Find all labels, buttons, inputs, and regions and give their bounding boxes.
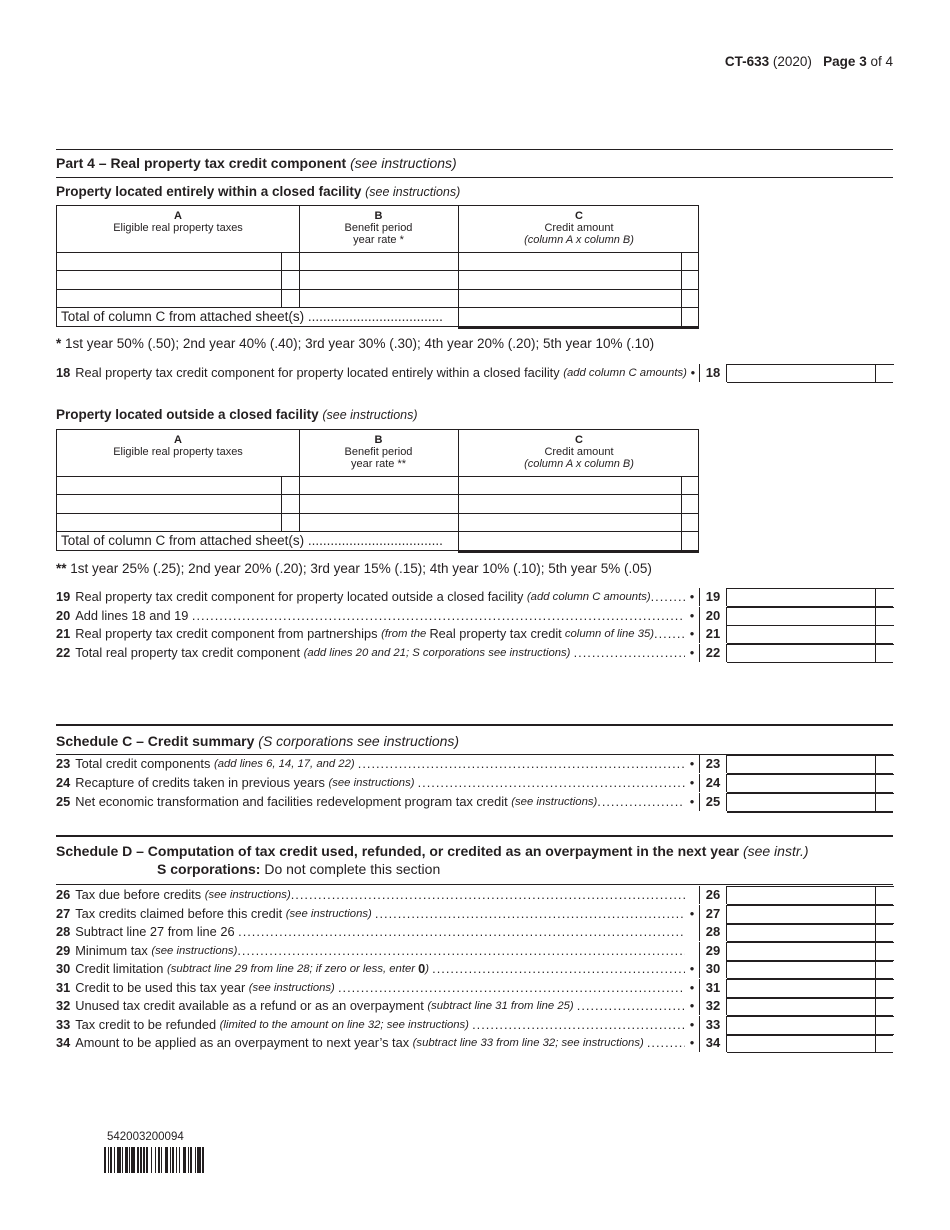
line-23-cents-input[interactable] bbox=[875, 755, 894, 774]
line-23 bbox=[56, 755, 893, 773]
line-text bbox=[56, 625, 699, 643]
column-header-text: Credit amount bbox=[544, 222, 614, 234]
line-label: 0 bbox=[418, 961, 426, 976]
column-header-a bbox=[57, 434, 299, 458]
line-number: 26 bbox=[56, 887, 71, 902]
column-c-cents-input[interactable] bbox=[681, 253, 699, 270]
line-number: 22 bbox=[56, 645, 71, 660]
column-c-input[interactable] bbox=[458, 514, 681, 531]
dot-leader bbox=[192, 607, 685, 625]
line-label: Real property tax credit bbox=[429, 626, 562, 641]
line-label: (see instructions) bbox=[248, 982, 338, 994]
column-header-text: A bbox=[174, 434, 182, 446]
column-a-cents-input[interactable] bbox=[281, 477, 299, 494]
line-label: Tax credit to be refunded bbox=[75, 1017, 220, 1032]
column-c-cents-input[interactable] bbox=[681, 514, 699, 531]
line-19-amount-input[interactable] bbox=[727, 588, 875, 607]
line-label: (see instructions) bbox=[328, 777, 418, 789]
line-31-cents-input[interactable] bbox=[875, 979, 894, 998]
line-26 bbox=[56, 886, 893, 904]
line-29 bbox=[56, 942, 893, 960]
line-33 bbox=[56, 1016, 893, 1034]
required-bullet-icon: ● bbox=[689, 1001, 695, 1010]
closed-footnote: * 1st year 50% (.50); 2nd year 40% (.40); 3rd year 30% (.30); 4th year 20% (.20); 5th year 10% (.10) bbox=[56, 336, 655, 351]
line-number: 23 bbox=[56, 756, 71, 771]
required-bullet-icon: ● bbox=[689, 964, 695, 973]
column-c-input[interactable] bbox=[458, 290, 681, 307]
line-label: (add column C amounts) bbox=[526, 591, 651, 603]
line-21-cents-input[interactable] bbox=[875, 625, 894, 644]
line-text bbox=[56, 942, 699, 960]
line-label: (subtract line 29 from line 28; if zero or less, enter bbox=[166, 963, 419, 975]
line-number-box: 18 bbox=[699, 364, 727, 382]
line-19-cents-input[interactable] bbox=[875, 588, 894, 607]
line-20 bbox=[56, 607, 893, 625]
line-32 bbox=[56, 997, 893, 1015]
line-label: (see instructions) bbox=[285, 908, 375, 920]
line-number-box: 30 bbox=[699, 960, 727, 978]
line-text bbox=[56, 979, 699, 997]
line-label: Total real property tax credit component bbox=[75, 645, 304, 660]
table-row-divider bbox=[458, 550, 699, 553]
page-total: of 4 bbox=[870, 54, 893, 69]
column-header-text: Eligible real property taxes bbox=[113, 446, 243, 458]
column-header-text: A bbox=[174, 210, 182, 222]
credit-table bbox=[56, 429, 699, 551]
line-text bbox=[56, 755, 699, 773]
line-label: ) bbox=[425, 963, 433, 975]
line-number-box: 31 bbox=[699, 979, 727, 997]
line-27-cents-input[interactable] bbox=[875, 905, 894, 924]
required-bullet-icon: ● bbox=[689, 778, 695, 787]
total-column-c-input[interactable] bbox=[459, 308, 681, 326]
line-number: 34 bbox=[56, 1035, 71, 1050]
line-text bbox=[56, 960, 699, 978]
line-label: Unused tax credit available as a refund or as an overpayment bbox=[75, 998, 428, 1013]
line-text bbox=[56, 905, 699, 923]
line-label: Credit to be used this tax year bbox=[75, 980, 249, 995]
dot-leader bbox=[358, 755, 685, 773]
column-a-input[interactable] bbox=[57, 477, 281, 494]
line-29-cents-input[interactable] bbox=[875, 942, 894, 961]
column-header-text: Credit amount bbox=[544, 446, 614, 458]
line-30-cents-input[interactable] bbox=[875, 960, 894, 979]
dot-leader bbox=[418, 774, 685, 792]
line-number-box: 21 bbox=[699, 625, 727, 643]
column-header-text: (column A x column B) bbox=[524, 234, 634, 246]
line-18 bbox=[56, 364, 893, 382]
line-number-box: 26 bbox=[699, 886, 727, 904]
line-22 bbox=[56, 644, 893, 662]
column-header-text: (column A x column B) bbox=[524, 458, 634, 470]
column-header-text: year rate * bbox=[353, 234, 404, 246]
line-label: Real property tax credit component for property located entirely within a closed facility bbox=[75, 365, 564, 380]
dot-leader bbox=[237, 942, 685, 960]
total-attached-sheets-label: Total of column C from attached sheet(s) .................................... bbox=[61, 533, 443, 548]
line-number-box: 23 bbox=[699, 755, 727, 773]
line-number: 31 bbox=[56, 980, 71, 995]
divider bbox=[56, 149, 893, 150]
divider bbox=[56, 177, 893, 178]
line-28 bbox=[56, 923, 893, 941]
required-bullet-icon: ● bbox=[689, 629, 695, 638]
column-a-input[interactable] bbox=[57, 495, 281, 512]
column-a-input[interactable] bbox=[57, 253, 281, 270]
column-header-text: Benefit period bbox=[344, 222, 413, 234]
line-text bbox=[56, 364, 699, 382]
line-32-amount-input[interactable] bbox=[727, 997, 875, 1016]
required-bullet-icon: ● bbox=[689, 648, 695, 657]
dot-leader bbox=[375, 905, 685, 923]
line-34-amount-input[interactable] bbox=[727, 1034, 875, 1053]
column-b-input[interactable] bbox=[299, 514, 458, 531]
line-text bbox=[56, 588, 699, 606]
line-number: 20 bbox=[56, 608, 71, 623]
line-number: 32 bbox=[56, 998, 71, 1013]
column-b-input[interactable] bbox=[299, 290, 458, 307]
line-number: 25 bbox=[56, 794, 71, 809]
line-number: 21 bbox=[56, 626, 71, 641]
barcode bbox=[104, 1147, 239, 1173]
line-24-cents-input[interactable] bbox=[875, 774, 894, 793]
dot-leader bbox=[597, 793, 685, 811]
dot-leader bbox=[654, 625, 685, 643]
line-25-amount-input[interactable] bbox=[727, 793, 875, 812]
line-text bbox=[56, 886, 699, 904]
divider bbox=[56, 884, 893, 885]
column-c-cents-input[interactable] bbox=[681, 477, 699, 494]
column-header-text: Benefit period bbox=[344, 446, 413, 458]
column-c-cents-input[interactable] bbox=[681, 290, 699, 307]
line-28-cents-input[interactable] bbox=[875, 923, 894, 942]
line-19 bbox=[56, 588, 893, 606]
line-label: (add column C amounts) bbox=[563, 367, 687, 379]
line-divider bbox=[727, 1052, 893, 1053]
line-label: (subtract line 31 from line 25) bbox=[427, 1000, 577, 1012]
line-28-amount-input[interactable] bbox=[727, 923, 875, 942]
line-22-cents-input[interactable] bbox=[875, 644, 894, 663]
line-label: (limited to the amount on line 32; see instructions) bbox=[219, 1019, 473, 1031]
column-header-text: B bbox=[374, 210, 383, 222]
closed-facility-heading: Property located entirely within a closed facility (see instructions) bbox=[56, 184, 461, 199]
line-21-amount-input[interactable] bbox=[727, 625, 875, 644]
line-34 bbox=[56, 1034, 893, 1052]
line-33-cents-input[interactable] bbox=[875, 1016, 894, 1035]
line-label: Amount to be applied as an overpayment to next year’s tax bbox=[75, 1035, 413, 1050]
line-label: (add lines 6, 14, 17, and 22) bbox=[213, 758, 358, 770]
dot-leader bbox=[432, 960, 685, 978]
spacer bbox=[685, 942, 699, 960]
line-number: 27 bbox=[56, 906, 71, 921]
column-c-cents-input[interactable] bbox=[681, 271, 699, 288]
column-b-input[interactable] bbox=[299, 253, 458, 270]
line-text bbox=[56, 923, 699, 941]
column-b-input[interactable] bbox=[299, 271, 458, 288]
column-a-cents-input[interactable] bbox=[281, 514, 299, 531]
line-number-box: 27 bbox=[699, 905, 727, 923]
dot-leader bbox=[651, 588, 685, 606]
line-26-cents-input[interactable] bbox=[875, 886, 894, 905]
column-header-text: B bbox=[374, 434, 383, 446]
line-label: (add lines 20 and 21; S corporations see instructions) bbox=[303, 647, 574, 659]
required-bullet-icon: ● bbox=[689, 611, 695, 620]
required-bullet-icon: ● bbox=[690, 368, 696, 377]
line-number-box: 20 bbox=[699, 607, 727, 625]
line-number: 24 bbox=[56, 775, 71, 790]
column-header-c bbox=[458, 434, 700, 470]
form-number: CT-633 bbox=[724, 54, 770, 69]
line-number-box: 34 bbox=[699, 1034, 727, 1052]
line-label: Credit limitation bbox=[75, 961, 167, 976]
line-text bbox=[56, 1016, 699, 1034]
line-20-cents-input[interactable] bbox=[875, 607, 894, 626]
required-bullet-icon: ● bbox=[689, 909, 695, 918]
line-label: (subtract line 33 from line 32; see instructions) bbox=[412, 1037, 647, 1049]
page-header bbox=[725, 54, 893, 69]
line-text bbox=[56, 644, 699, 662]
divider bbox=[56, 835, 893, 837]
line-text bbox=[56, 1034, 699, 1052]
divider bbox=[56, 724, 893, 726]
line-25 bbox=[56, 793, 893, 811]
line-18-amount-input[interactable] bbox=[727, 364, 875, 383]
outside-footnote: ** 1st year 25% (.25); 2nd year 20% (.20); 3rd year 15% (.15); 4th year 10% (.10); 5th year 5% (.05) bbox=[56, 561, 652, 576]
column-header-a bbox=[57, 210, 299, 234]
line-number: 28 bbox=[56, 924, 71, 939]
barcode-bar bbox=[204, 1147, 205, 1173]
line-divider bbox=[727, 662, 893, 663]
dot-leader bbox=[647, 1034, 685, 1052]
dot-leader bbox=[472, 1016, 685, 1034]
column-a-cents-input[interactable] bbox=[281, 495, 299, 512]
required-bullet-icon: ● bbox=[689, 759, 695, 768]
line-number-box: 22 bbox=[699, 644, 727, 662]
column-header-b bbox=[299, 434, 458, 470]
required-bullet-icon: ● bbox=[689, 797, 695, 806]
line-number-box: 19 bbox=[699, 588, 727, 606]
column-header-c bbox=[458, 210, 700, 246]
dot-leader bbox=[338, 979, 685, 997]
line-number: 19 bbox=[56, 589, 71, 604]
line-text bbox=[56, 774, 699, 792]
line-25-cents-input[interactable] bbox=[875, 793, 894, 812]
dot-leader bbox=[238, 923, 685, 941]
line-label: Add lines 18 and 19 bbox=[75, 608, 192, 623]
line-text bbox=[56, 607, 699, 625]
column-header-text: Eligible real property taxes bbox=[113, 222, 243, 234]
line-number-box: 28 bbox=[699, 923, 727, 941]
dot-leader bbox=[574, 644, 685, 662]
line-number: 18 bbox=[56, 365, 71, 380]
dot-leader bbox=[577, 997, 685, 1015]
column-header-text: C bbox=[575, 210, 583, 222]
line-30-amount-input[interactable] bbox=[727, 960, 875, 979]
line-text bbox=[56, 997, 699, 1015]
line-label: Real property tax credit component from partnerships bbox=[75, 626, 382, 641]
line-23-amount-input[interactable] bbox=[727, 755, 875, 774]
total-attached-sheets-label: Total of column C from attached sheet(s) .................................... bbox=[61, 309, 443, 324]
line-34-cents-input[interactable] bbox=[875, 1034, 894, 1053]
column-c-input[interactable] bbox=[458, 477, 681, 494]
line-label: Tax credits claimed before this credit bbox=[75, 906, 286, 921]
line-number-box: 33 bbox=[699, 1016, 727, 1034]
spacer bbox=[685, 923, 699, 941]
table-row-divider bbox=[458, 326, 699, 329]
line-label: (see instructions) bbox=[151, 945, 238, 957]
dot-leader bbox=[291, 886, 685, 904]
line-21 bbox=[56, 625, 893, 643]
barcode-number: 542003200094 bbox=[107, 1131, 184, 1143]
line-32-cents-input[interactable] bbox=[875, 997, 894, 1016]
line-24-amount-input[interactable] bbox=[727, 774, 875, 793]
spacer bbox=[685, 886, 699, 904]
line-divider bbox=[727, 382, 893, 383]
column-header-text: C bbox=[575, 434, 583, 446]
line-label: (see instructions) bbox=[511, 796, 598, 808]
schedule-c-title: Schedule C – Credit summary (S corporations see instructions) bbox=[56, 733, 460, 749]
column-b-input[interactable] bbox=[299, 495, 458, 512]
column-header-b bbox=[299, 210, 458, 246]
schedule-d-subtitle: S corporations: Do not complete this section bbox=[157, 861, 441, 877]
column-c-cents-input[interactable] bbox=[681, 495, 699, 512]
line-divider bbox=[727, 811, 893, 813]
required-bullet-icon: ● bbox=[689, 1020, 695, 1029]
line-24 bbox=[56, 774, 893, 792]
required-bullet-icon: ● bbox=[689, 983, 695, 992]
column-a-input[interactable] bbox=[57, 271, 281, 288]
required-bullet-icon: ● bbox=[689, 1038, 695, 1047]
line-33-amount-input[interactable] bbox=[727, 1016, 875, 1035]
column-c-input[interactable] bbox=[458, 271, 681, 288]
line-label: Net economic transformation and facilities redevelopment program tax credit bbox=[75, 794, 512, 809]
column-a-input[interactable] bbox=[57, 514, 281, 531]
part4-title: Part 4 – Real property tax credit component (see instructions) bbox=[56, 155, 457, 171]
schedule-d-title: Schedule D – Computation of tax credit used, refunded, or credited as an overpayment in the next year (see instr.) bbox=[56, 843, 809, 859]
line-number-box: 25 bbox=[699, 793, 727, 811]
line-29-amount-input[interactable] bbox=[727, 942, 875, 961]
page-number: Page 3 bbox=[823, 54, 867, 69]
column-c-input[interactable] bbox=[458, 495, 681, 512]
line-number-box: 32 bbox=[699, 997, 727, 1015]
line-number-box: 29 bbox=[699, 942, 727, 960]
line-20-amount-input[interactable] bbox=[727, 607, 875, 626]
line-label: Real property tax credit component for property located outside a closed facility bbox=[75, 589, 527, 604]
line-number-box: 24 bbox=[699, 774, 727, 792]
column-b-input[interactable] bbox=[299, 477, 458, 494]
line-number: 33 bbox=[56, 1017, 71, 1032]
line-31-amount-input[interactable] bbox=[727, 979, 875, 998]
column-a-cents-input[interactable] bbox=[281, 253, 299, 270]
line-label: Total credit components bbox=[75, 756, 214, 771]
outside-facility-heading: Property located outside a closed facility (see instructions) bbox=[56, 407, 418, 422]
line-27-amount-input[interactable] bbox=[727, 905, 875, 924]
line-27 bbox=[56, 905, 893, 923]
required-bullet-icon: ● bbox=[689, 592, 695, 601]
line-label: Subtract line 27 from line 26 bbox=[75, 924, 239, 939]
total-column-c-input[interactable] bbox=[459, 532, 681, 550]
line-18-cents-input[interactable] bbox=[875, 364, 894, 383]
column-a-input[interactable] bbox=[57, 290, 281, 307]
column-a-cents-input[interactable] bbox=[281, 290, 299, 307]
line-label: Tax due before credits bbox=[75, 887, 205, 902]
form-year: (2020) bbox=[772, 54, 812, 69]
line-number: 30 bbox=[56, 961, 71, 976]
line-label: (from the bbox=[381, 628, 430, 640]
line-label: column of line 35) bbox=[561, 628, 655, 640]
column-a-cents-input[interactable] bbox=[281, 271, 299, 288]
line-31 bbox=[56, 979, 893, 997]
line-label: Minimum tax bbox=[75, 943, 152, 958]
line-text bbox=[56, 793, 699, 811]
column-c-input[interactable] bbox=[458, 253, 681, 270]
line-26-amount-input[interactable] bbox=[727, 886, 875, 905]
line-22-amount-input[interactable] bbox=[727, 644, 875, 663]
line-label: (see instructions) bbox=[204, 889, 291, 901]
line-number: 29 bbox=[56, 943, 71, 958]
line-label: Recapture of credits taken in previous years bbox=[75, 775, 329, 790]
credit-table bbox=[56, 205, 699, 327]
column-header-text: year rate ** bbox=[350, 458, 407, 470]
line-30 bbox=[56, 960, 893, 978]
